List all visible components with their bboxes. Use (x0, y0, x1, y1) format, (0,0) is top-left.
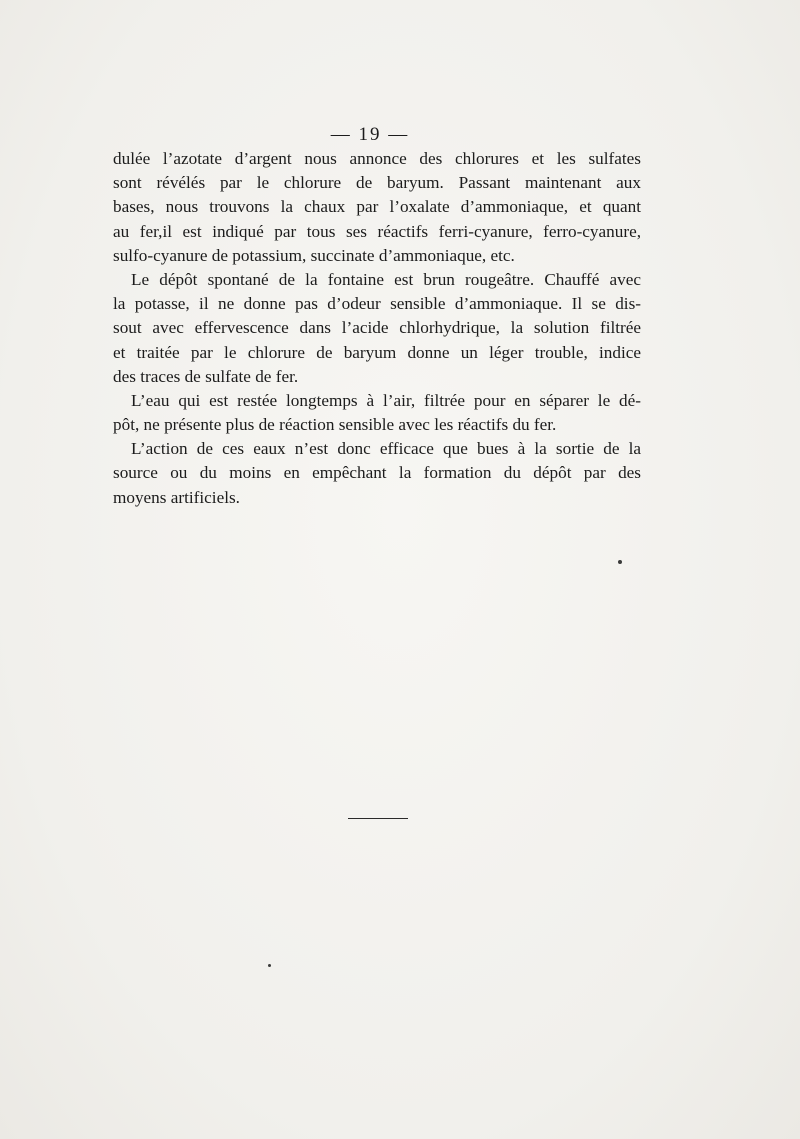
text-line: au fer,il est indiqué par tous ses réactifs ferri-cyanure, ferro-cyanure, (113, 221, 641, 241)
page-number: — 19 — (330, 124, 410, 145)
text-line: sout avec effervescence dans l’acide chlorhydrique, la solution filtrée (113, 318, 641, 338)
text-line: Le dépôt spontané de la fontaine est brun rougeâtre. Chauffé avec (131, 269, 641, 289)
text-line: moyens artificiels. (113, 487, 240, 507)
text-line: L’action de ces eaux n’est donc efficace que bues à la sortie de la (131, 439, 641, 459)
text-line: source ou du moins en empêchant la formation du dépôt par des (113, 463, 641, 483)
text-line: dulée l’azotate d’argent nous annonce des chlorures et les sulfates (113, 149, 641, 168)
text-line: pôt, ne présente plus de réaction sensible avec les réactifs du fer. (113, 415, 557, 435)
text-line: et traitée par le chlorure de baryum donne un léger trouble, indice (113, 342, 641, 362)
text-line: sont révélés par le chlorure de baryum. Passant maintenant aux (113, 173, 641, 193)
text-line: la potasse, il ne donne pas d’odeur sensible d’ammoniaque. Il se dis- (113, 294, 641, 314)
ink-speck (268, 964, 271, 967)
text-line: bases, nous trouvons la chaux par l’oxalate d’ammoniaque, et quant (113, 197, 641, 217)
body-text (113, 147, 641, 510)
ink-speck (618, 560, 622, 564)
text-line: L’eau qui est restée longtemps à l’air, filtrée pour en séparer le dé- (131, 390, 641, 410)
text-line: sulfo-cyanure de potassium, succinate d’ammoniaque, etc. (113, 245, 515, 265)
text-line: des traces de sulfate de fer. (113, 366, 299, 386)
end-rule (348, 818, 408, 819)
